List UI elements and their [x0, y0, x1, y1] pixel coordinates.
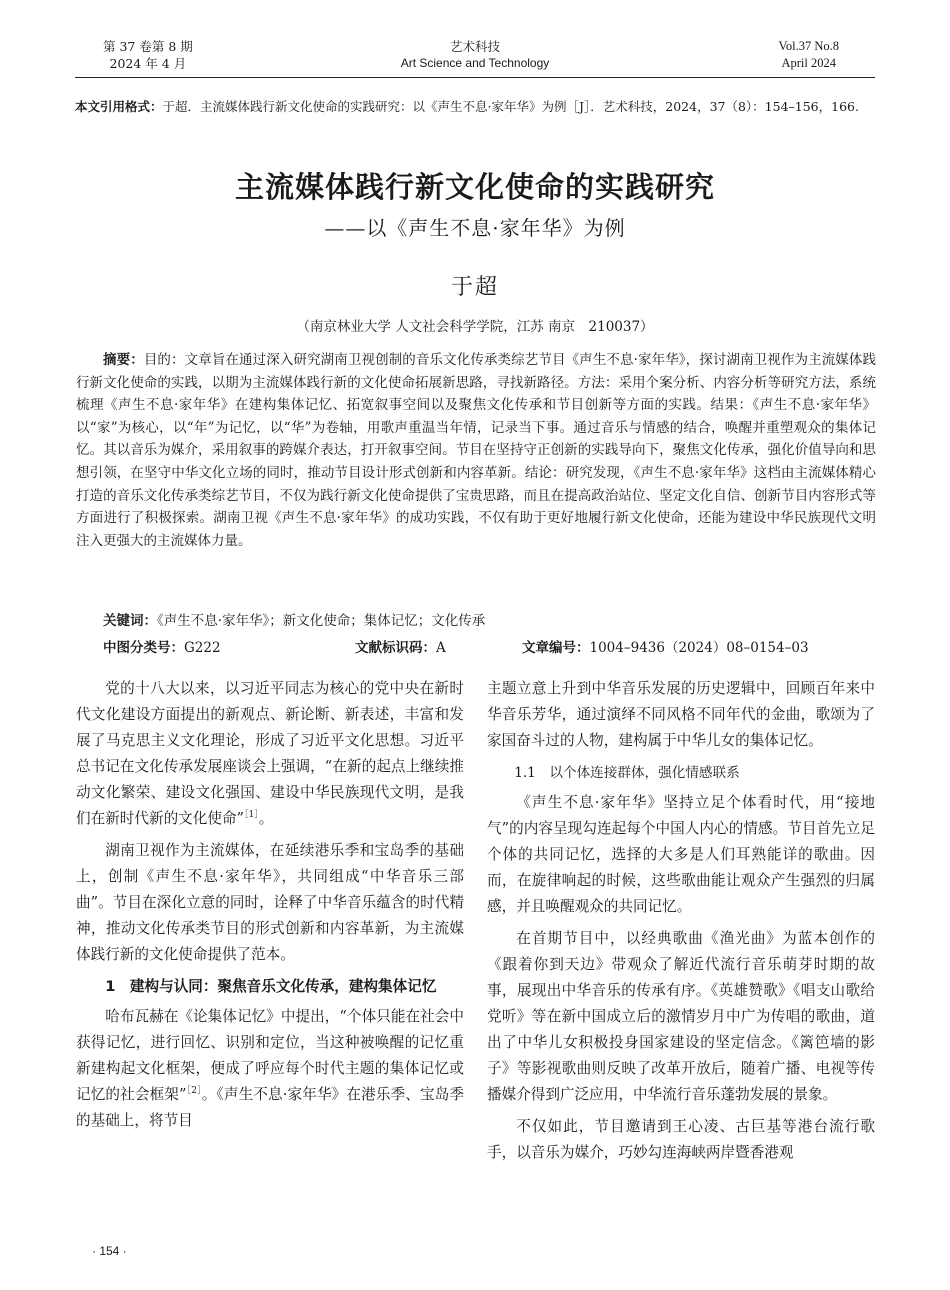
article-value: 1004–9436（2024）08–0154–03 — [589, 640, 809, 656]
doc-value: A — [436, 640, 446, 656]
doc-label: 文献标识码： — [355, 640, 436, 656]
paragraph-text: 哈布瓦赫在《论集体记忆》中提出，“个体只能在社会中获得记忆，进行回忆、识别和定位，当这种被唤醒的记忆重新建构起文化框架，便成了呼应每个时代主题的集体记忆或记忆的社会框架” — [76, 1008, 464, 1103]
volume-issue-en: Vol.37 No.8 — [778, 39, 839, 53]
issue-date: 2024 年 4 月 — [109, 56, 187, 71]
keywords-text: 《声生不息·家年华》；新文化使命；集体记忆；文化传承 — [157, 613, 486, 629]
article-label: 文章编号： — [522, 640, 590, 656]
keywords-label: 关键词： — [103, 613, 157, 629]
author-affiliation: （南京林业大学 人文社会科学学院，江苏 南京 210037） — [296, 319, 654, 335]
page-number: · 154 · — [92, 1244, 127, 1258]
paragraph: 湖南卫视作为主流媒体，在延续港乐季和宝岛季的基础上，创制《声生不息·家年华》，共同组成“中华音乐三部曲”。节目在深化立意的同时，诠释了中华音乐蕴含的时代精神，推动文化传承类节目的形式创新和内容革新，为主流媒体践行新的文化使命提供了范本。 — [76, 842, 464, 963]
abstract-text: 目的：文章旨在通过深入研究湖南卫视创制的音乐文化传承类综艺节目《声生不息·家年华》，探讨湖南卫视作为主流媒体践行新文化使命的实践，以期为主流媒体践行新的文化使命拓展新思路，寻找新路径。方法：采用个案分析、内容分析等研究方法，系统梳理《声生不息·家年华》在建构集体记忆、拓宽叙事空间以及聚焦文化传承和节目创新等方面的实践。结果：《声生不息·家年华》以“家”为核心，以“年”为记忆，以“华”为卷轴，用歌声重温当年情，记录当下事。通过音乐与情感的结合，唤醒并重塑观众的集体记忆。其以音乐为媒介，采用叙事的跨媒介表达，打开叙事空间。节目在坚持守正创新的实践导向下，聚焦文化传承，强化价值导向和思想引领，在坚守中华文化立场的同时，推动节目设计形式创新和内容革新。结论：研究发现，《声生不息·家年华》这档由主流媒体精心打造的音乐文化传承类综艺节目，不仅为践行新文化使命提供了宝贵思路，而且在提高政治站位、坚定文化自信、创新节目内容形式等方面进行了积极探索。湖南卫视《声生不息·家年华》的成功实践，不仅有助于更好地履行新文化使命，还能为建设中华民族现代文明注入更强大的主流媒体力量。 — [76, 352, 877, 549]
journal-name-cn: 艺术科技 — [449, 39, 500, 54]
reference-marker: ［1］ — [244, 810, 259, 821]
paper-subtitle: ——以《声生不息·家年华》为例 — [324, 216, 626, 240]
author-name: 于超 — [450, 275, 499, 300]
journal-name — [75, 38, 875, 72]
journal-name-en: Art Science and Technology — [400, 56, 550, 70]
paragraph: 主题立意上升到中华音乐发展的历史逻辑中，回顾百年来中华音乐芳华，通过演绎不同风格不同年代的金曲，歌颂为了家国奋斗过的人物，建构属于中华儿女的集体记忆。 — [487, 680, 875, 749]
clc-value: G222 — [184, 640, 221, 656]
paragraph — [76, 676, 464, 832]
running-header — [75, 36, 875, 76]
reference-marker: ［2］ — [186, 1086, 202, 1097]
clc-number — [103, 637, 221, 659]
clc-label: 中图分类号： — [103, 640, 184, 656]
paragraph-end: 。 — [258, 810, 274, 827]
paragraph-end: 。《声生不息·家年华》在港乐季、宝岛季的基础上，将节目 — [76, 1086, 465, 1129]
paragraph — [76, 1004, 464, 1134]
journal-issue-en — [778, 38, 839, 72]
volume-issue: 第 37 卷第 8 期 — [103, 39, 193, 54]
header-rule — [75, 77, 875, 78]
citation-text: 于超．主流媒体践行新文化使命的实践研究：以《声生不息·家年华》为例［J］．艺术科技，2024，37（8）：154–156，166. — [162, 99, 859, 114]
body-column-left — [76, 676, 464, 1140]
body-column-right — [487, 676, 875, 1172]
article-number — [522, 637, 809, 659]
paper-title: 主流媒体践行新文化使命的实践研究 — [234, 170, 715, 204]
paragraph: 《声生不息·家年华》坚持立足个体看时代，用“接地气”的内容呈现勾连起每个中国人内心的情感。节目首先立足个体的共同记忆，选择的大多是人们耳熟能详的歌曲。因而，在旋律响起的时候，这些歌曲能让观众产生强烈的归属感，并且唤醒观众的共同记忆。 — [487, 794, 875, 915]
paragraph: 不仅如此，节目邀请到王心凌、古巨基等港台流行歌手，以音乐为媒介，巧妙勾连海峡两岸暨香港观 — [487, 1118, 875, 1161]
keywords — [76, 610, 876, 632]
citation-format — [75, 96, 875, 118]
abstract — [76, 349, 876, 552]
subsection-heading: 1.1 以个体连接群体，强化情感联系 — [514, 765, 740, 781]
issue-date-en: April 2024 — [781, 56, 836, 70]
paragraph: 在首期节目中，以经典歌曲《渔光曲》为蓝本创作的《跟着你到天边》带观众了解近代流行音乐萌芽时期的故事，展现出中华音乐的传承有序。《英雄赞歌》《唱支山歌给党听》等在新中国成立后的激情岁月中广为传唱的歌曲，道出了中华儿女积极投身国家建设的坚定信念。《篱笆墙的影子》等影视歌曲则反映了改革开放后，随着广播、电视等传播媒介得到广泛应用，中华流行音乐蓬勃发展的景象。 — [487, 930, 875, 1103]
paragraph-text: 党的十八大以来，以习近平同志为核心的党中央在新时代文化建设方面提出的新观点、新论断、新表述，丰富和发展了马克思主义文化理论，形成了习近平文化思想。习近平总书记在文化传承发展座谈会上强调，“在新的起点上继续推动文化繁荣、建设文化强国、建设中华民族现代文明，是我们在新时代新的文化使命” — [76, 680, 464, 827]
abstract-label: 摘要： — [103, 352, 144, 368]
citation-label: 本文引用格式： — [75, 99, 163, 114]
section-heading: 1 建构与认同：聚焦音乐文化传承，建构集体记忆 — [105, 978, 437, 995]
document-code — [355, 637, 446, 659]
